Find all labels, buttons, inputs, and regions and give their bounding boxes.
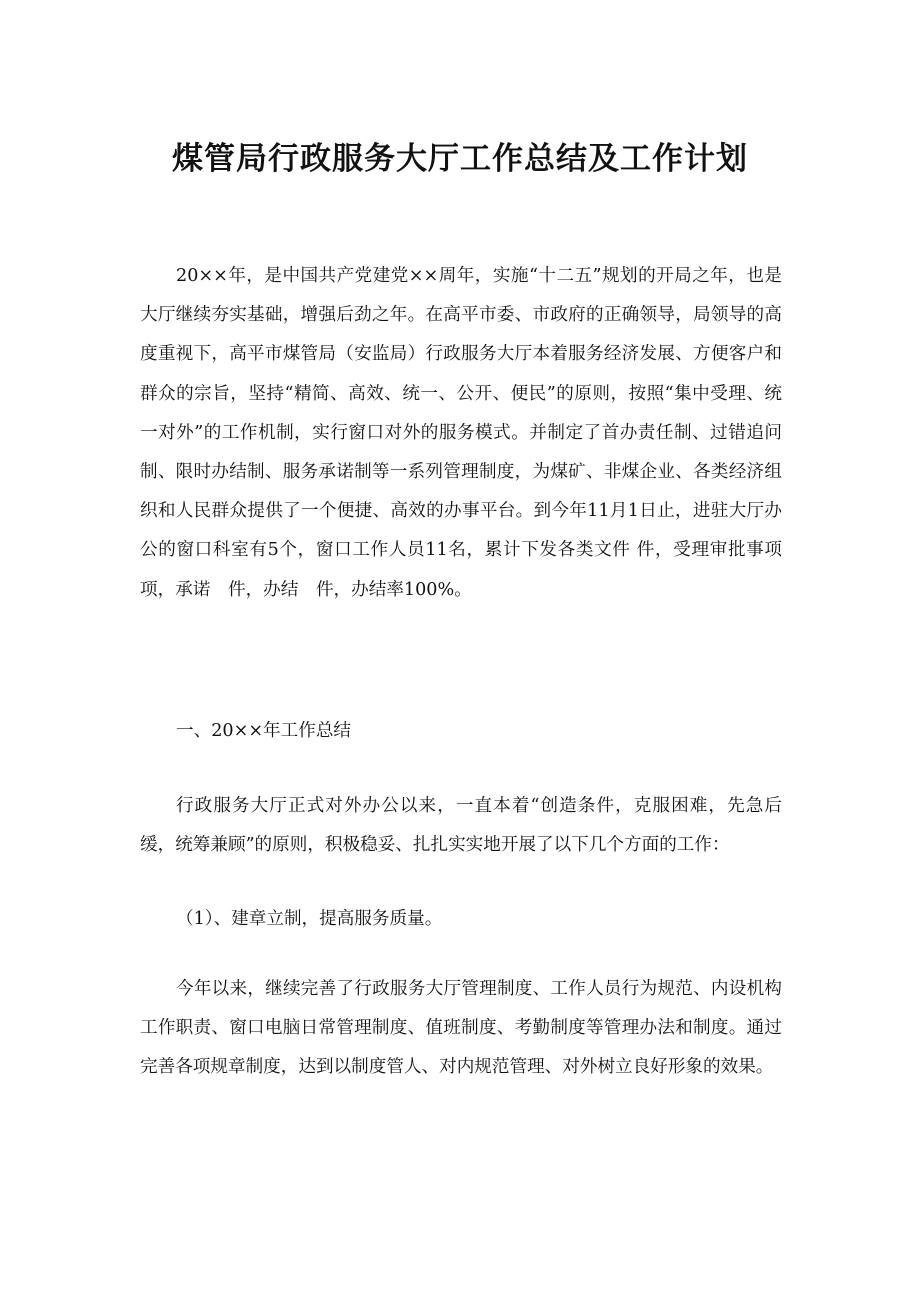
subsection-one-heading: （1）、建章立制，提高服务质量。 bbox=[176, 909, 443, 929]
section-one-heading: 一、20××年工作总结 bbox=[176, 721, 352, 741]
subsection-one-paragraph: 今年以来，继续完善了行政服务大厅管理制度、工作人员行为规范、内设机构工作职责、窗口电脑日常管理制度、值班制度、考勤制度等管理办法和制度。通过完善各项规章制度，达到以制度管人、对内规范管理、对外树立良好形象的效果。 bbox=[140, 979, 782, 1078]
intro-paragraph: 20××年，是中国共产党建党××周年，实施“十二五”规划的开局之年，也是大厅继续夯实基础，增强后劲之年。在高平市委、市政府的正确领导，局领导的高度重视下，高平市煤管局（安监局）行政服务大厅本着服务经济发展、方便客户和群众的宗旨，坚持“精简、高效、统一、公开、便民”的原则，按照“集中受理、统一对外”的工作机制，实行窗口对外的服务模式。并制定了首办责任制、过错追问制、限时办结制、服务承诺制等一系列管理制度，为煤矿、非煤企业、各类经济组织和人民群众提供了一个便捷、高效的办事平台。到今年11月1日止，进驻大厅办公的窗口科室有5个，窗口工作人员11名，累计下发各类文件 件，受理审批事项 项，承诺 件，办结 件，办结率100%。 bbox=[140, 266, 800, 600]
document-title: 煤管局行政服务大厅工作总结及工作计划 bbox=[172, 140, 748, 177]
section-one-paragraph: 行政服务大厅正式对外办公以来，一直本着“创造条件，克服困难，先急后缓，统筹兼顾”的原则，积极稳妥、扎扎实实地开展了以下几个方面的工作： bbox=[140, 796, 782, 856]
